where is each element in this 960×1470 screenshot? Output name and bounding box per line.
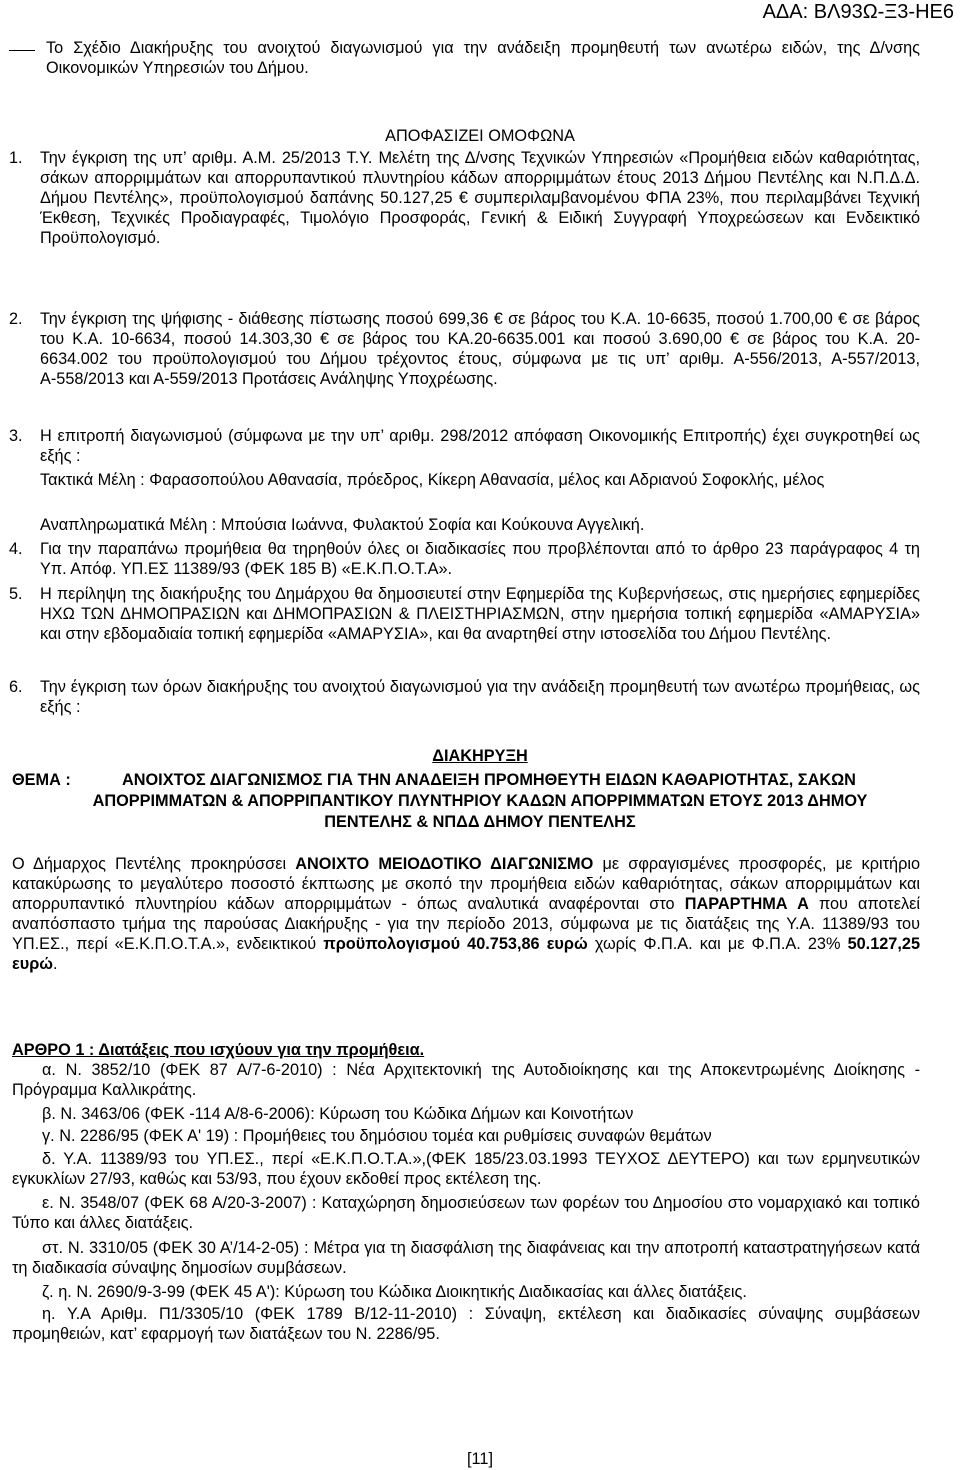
- decision-number: 2.: [9, 310, 23, 328]
- body-bold: ΑΝΟΙΧΤΟ ΜΕΙΟΔΟΤΙΚΟ ΔΙΑΓΩΝΙΣΜΟ: [295, 855, 594, 873]
- article-item: [12, 1126, 920, 1146]
- body-part: Ο Δήμαρχος Πεντέλης προκηρύσσει: [12, 855, 296, 873]
- body-bold: ΠΑΡΑΡΤΗΜΑ Α: [684, 895, 809, 913]
- decision-number: 5.: [9, 585, 23, 603]
- article-item-text: στ. Ν. 3310/05 (ΦΕΚ 30 Α’/14-2-05) : Μέτρα για τη διασφάλιση της διαφάνειας και την αποτροπή καταστρατηγήσεων κατά τη διαδικασία σύναψης δημοσίων συμβάσεων.: [12, 1239, 920, 1277]
- dash-marker: [9, 50, 35, 51]
- decision-text: Η περίληψη της διακήρυξης του Δημάρχου θα δημοσιευτεί στην Εφημερίδα της Κυβερνήσεως, στις ημερήσιες εφημερίδες ΗΧΩ ΤΩΝ ΔΗΜΟΠΡΑΣΙΩΝ και ΔΗΜΟΠΡΑΣΙΩΝ & ΠΛΕΙΣΤΗΡΙΑΣΜΩΝ, στην ημερήσια τοπική εφημερίδα «ΑΜΑΡΥΣΙΑ» και στην εβδομαδιαία τοπική εφημερίδα «ΑΜΑΡΥΣΙΑ», και θα αναρτηθεί στην ιστοσελίδα του Δήμου Πεντέλης.: [40, 585, 920, 643]
- subject-label: ΘΕΜΑ :: [12, 771, 71, 789]
- decision-text: Την έγκριση των όρων διακήρυξης του ανοιχτού διαγωνισμού για την ανάδειξη προμηθευτή των ανωτέρω προμήθειας, ως εξής :: [40, 678, 920, 716]
- article-item: [12, 1304, 920, 1344]
- body-bold: 50.127,25 ευρώ: [12, 935, 920, 973]
- decision-number: 1.: [9, 149, 23, 167]
- page-number: [11]: [467, 1450, 493, 1468]
- article-item: [12, 1282, 920, 1302]
- decision-number: 3.: [9, 427, 23, 445]
- body-part: .: [53, 955, 58, 973]
- subject-line-2: ΑΠΟΡΡΙΜΜΑΤΩΝ & ΑΠΟΡΡΙΠΑΝΤΙΚΟΥ ΠΛΥΝΤΗΡΙΟΥ ΚΑΔΩΝ ΑΠΟΡΡΙΜΜΑΤΩΝ ΕΤΟΥΣ 2013 ΔΗΜΟΥ: [92, 792, 868, 810]
- decision-number: 6.: [9, 678, 23, 696]
- article-item: [12, 1060, 920, 1100]
- decision-text: Την έγκριση της υπ’ αριθμ. Α.Μ. 25/2013 Τ.Υ. Μελέτη της Δ/νσης Τεχνικών Υπηρεσιών «Προμήθεια ειδών καθαριότητας, σάκων απορριμμάτων και απορρυπαντικού πλυντηρίου κάδων απορριμμάτων έτους 2013 Δήμου Πεντέλης και Ν.Π.Δ.Δ. Δήμου Πεντέλης», προϋπολογισμού δαπάνης 50.127,25 € συμπεριλαμβανομένου ΦΠΑ 23%, που περιλαμβάνει Τεχνική Έκθεση, Τεχνικές Προδιαγραφές, Τιμολόγιο Προσφοράς, Γενική & Ειδική Συγγραφή Υποχρεώσεων και Ενδεικτικό Προϋπολογισμό.: [40, 149, 920, 247]
- article-item: [12, 1238, 920, 1278]
- subject-line-1: ΑΝΟΙΧΤΟΣ ΔΙΑΓΩΝΙΣΜΟΣ ΓΙΑ ΤΗΝ ΑΝΑΔΕΙΞΗ ΠΡΟΜΗΘΕΥΤΗ ΕΙΔΩΝ ΚΑΘΑΡΙΟΤΗΤΑΣ, ΣΑΚΩΝ: [122, 771, 856, 789]
- ada-code: ΑΔΑ: ΒΛ93Ω-Ξ3-ΗΕ6: [762, 1, 954, 23]
- subject-line-3: ΠΕΝΤΕΛΗΣ & ΝΠΔΔ ΔΗΜΟΥ ΠΕΝΤΕΛΗΣ: [324, 813, 636, 831]
- body-part: χωρίς Φ.Π.Α. και με Φ.Π.Α. 23%: [587, 935, 848, 953]
- body-part: με σφραγισμένες προσφορές, με κριτήριο κατακύρωσης το μεγαλύτερο ποσοστό έκπτωσης με σκοπό την προμήθεια ειδών καθαριότητας, σάκων απορριμμάτων και απορρυπαντικό πλυντηρίου κάδων απορριμμάτων - όπως αναλυτικά αναφέρονται στο: [12, 855, 920, 913]
- article-item-text: η. Υ.Α Αριθμ. Π1/3305/10 (ΦΕΚ 1789 Β/12-11-2010) : Σύναψη, εκτέλεση και διαδικασίες σύναψης συμβάσεων προμηθειών, κατ’ εφαρμογή των διατάξεων του Ν. 2286/95.: [12, 1305, 920, 1343]
- committee-substitute-members: Αναπληρωματικά Μέλη : Μπούσια Ιωάννα, Φυλακτού Σοφία και Κούκουνα Αγγελική.: [40, 516, 645, 534]
- body-part: που αποτελεί αναπόσπαστο τμήμα της παρούσας Διακήρυξης - για την περίοδο 2013, σύμφωνα με τις διατάξεις της Υ.Α. 11389/93 του ΥΠ.ΕΣ., περί «Ε.Κ.Π.Ο.Τ.Α.», ενδεικτικού: [12, 895, 920, 953]
- committee-regular-members: Τακτικά Μέλη : Φαρασοπούλου Αθανασία, πρόεδρος, Κίκερη Αθανασία, μέλος και Αδριανού Σοφοκλής, μέλος: [40, 471, 825, 489]
- declaration-body: [12, 854, 920, 974]
- preamble-intro: Το Σχέδιο Διακήρυξης του ανοιχτού διαγωνισμού για την ανάδειξη προμηθευτή των ανωτέρω ειδών, της Δ/νσης Οικονομικών Υπηρεσιών του Δήμου.: [46, 39, 920, 77]
- decision-text: Η επιτροπή διαγωνισμού (σύμφωνα με την υπ’ αριθμ. 298/2012 απόφαση Οικονομικής Επιτροπής) έχει συγκροτηθεί ως εξής :: [40, 427, 920, 465]
- decision-number: 4.: [9, 540, 23, 558]
- article-item-text: α. Ν. 3852/10 (ΦΕΚ 87 Α/7-6-2010) : Νέα Αρχιτεκτονική της Αυτοδιοίκησης και της Αποκεντρωμένης Διοίκησης - Πρόγραμμα Καλλικράτης.: [12, 1061, 920, 1099]
- article-item-text: δ. Υ.Α. 11389/93 του ΥΠ.ΕΣ., περί «Ε.Κ.Π.Ο.Τ.Α.»,(ΦΕΚ 185/23.03.1993 ΤΕΥΧΟΣ ΔΕΥΤΕΡΟ) και των ερμηνευτικών εγκυκλίων 27/93, καθώς και 53/93, που έχουν εκδοθεί προς εκτέλεση της.: [12, 1150, 920, 1188]
- decision-text: Για την παραπάνω προμήθεια θα τηρηθούν όλες οι διαδικασίες που προβλέπονται από το άρθρο 23 παράγραφος 4 τη Υπ. Απόφ. ΥΠ.ΕΣ 11389/93 (ΦΕΚ 185 Β) «Ε.Κ.Π.Ο.Τ.Α».: [40, 540, 920, 578]
- article-1-heading: ΑΡΘΡΟ 1 : Διατάξεις που ισχύουν για την προμήθεια.: [12, 1041, 425, 1059]
- body-bold: προϋπολογισμού 40.753,86 ευρώ: [323, 935, 588, 953]
- article-item-text: γ. Ν. 2286/95 (ΦΕΚ Α' 19) : Προμήθειες του δημόσιου τομέα και ρυθμίσεις συναφών θεμάτων: [42, 1127, 712, 1145]
- article-item-text: ζ. η. Ν. 2690/9-3-99 (ΦΕΚ 45 Α'): Κύρωση του Κώδικα Διοικητικής Διαδικασίας και άλλες διατάξεις.: [42, 1283, 747, 1301]
- decision-title: ΑΠΟΦΑΣΙΖΕΙ ΟΜΟΦΩΝΑ: [385, 127, 575, 145]
- article-item-text: ε. Ν. 3548/07 (ΦΕΚ 68 Α/20-3-2007) : Καταχώρηση δημοσιεύσεων των φορέων του Δημοσίου στο νομαρχιακό και τοπικό Τύπο και άλλες διατάξεις.: [12, 1194, 920, 1232]
- article-item: [12, 1149, 920, 1189]
- decision-text: Την έγκριση της ψήφισης - διάθεσης πίστωσης ποσού 699,36 € σε βάρος του Κ.Α. 10-6635, ποσού 1.700,00 € σε βάρος του Κ.Α. 10-6634, ποσού 14.303,30 € σε βάρος του ΚΑ.20-6635.001 και ποσού 3.690,00 € σε βάρος του Κ.Α. 20-6634.002 του προϋπολογισμού του Δήμου τρέχοντος έτους, σύμφωνα με τις υπ’ αριθμ. Α-556/2013, Α-557/2013, Α-558/2013 και Α-559/2013 Προτάσεις Ανάληψης Υποχρέωσης.: [40, 310, 920, 388]
- article-item-text: β. Ν. 3463/06 (ΦΕΚ -114 Α/8-6-2006): Κύρωση του Κώδικα Δήμων και Κοινοτήτων: [42, 1105, 634, 1123]
- article-item: [12, 1104, 920, 1124]
- declaration-subject: [12, 770, 948, 790]
- declaration-title: ΔΙΑΚΗΡΥΞΗ: [432, 747, 528, 765]
- article-item: [12, 1193, 920, 1233]
